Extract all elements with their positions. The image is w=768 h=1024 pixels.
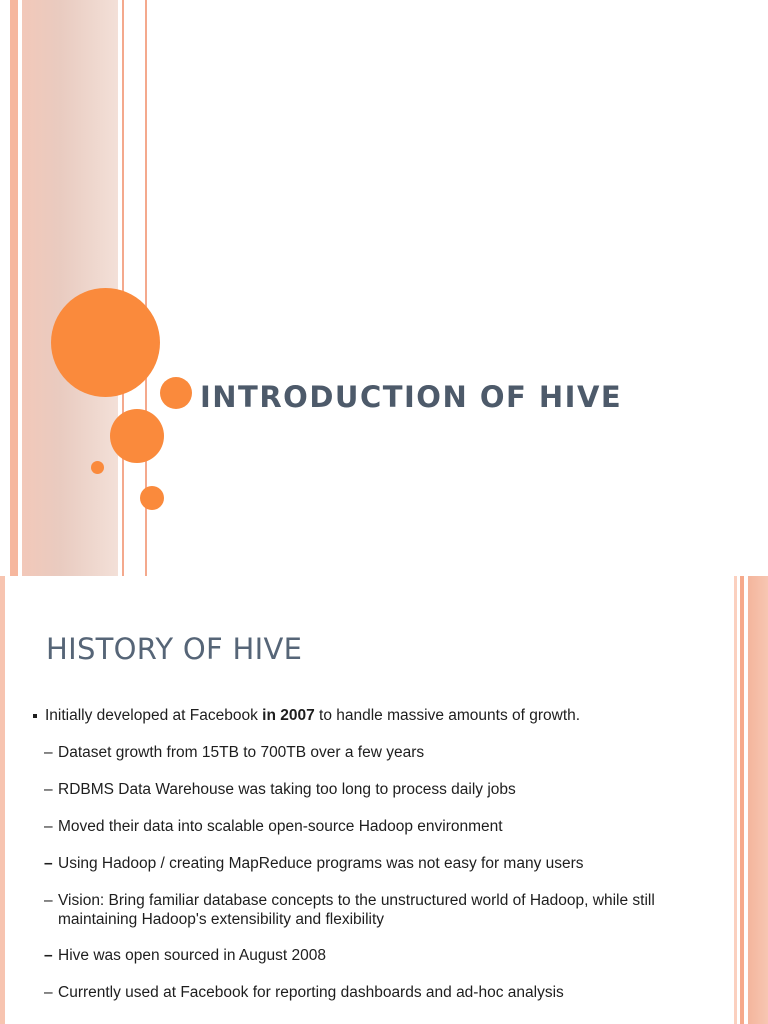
sub-bullet: – Using Hadoop / creating MapReduce programs was not easy for many users: [44, 855, 584, 872]
decorative-band: [748, 576, 768, 1024]
dash-bullet-icon: –: [44, 892, 53, 909]
sub-bullet: – RDBMS Data Warehouse was taking too long to process daily jobs: [44, 781, 516, 798]
decorative-line: [122, 0, 124, 576]
slide-edge: [0, 576, 5, 1024]
decorative-circle-medium: [110, 409, 164, 463]
sub-bullet: – Moved their data into scalable open-source Hadoop environment: [44, 818, 503, 835]
decorative-circle-small: [160, 377, 192, 409]
decorative-stripe: [740, 576, 744, 1024]
decorative-stripe: [10, 0, 18, 576]
dash-bullet-icon: –: [44, 984, 53, 1001]
dash-bullet-icon: –: [44, 781, 53, 798]
dash-bullet-icon: –: [44, 744, 53, 761]
sub-bullet: – Vision: Bring familiar database concepts to the unstructured world of Hadoop, while still maintaining Hadoop's extensibility and flexibility: [44, 892, 655, 928]
decorative-stripe: [734, 576, 737, 1024]
decorative-circle-large: [51, 288, 160, 397]
sub-bullet: – Hive was open sourced in August 2008: [44, 947, 326, 964]
decorative-circle-small: [140, 486, 164, 510]
decorative-circle-tiny: [91, 461, 104, 474]
dash-bullet-icon: –: [44, 855, 53, 872]
dash-bullet-icon: –: [44, 947, 53, 964]
slide-title: HISTORY OF HIVE: [46, 632, 303, 666]
slide-edge: [0, 0, 10, 576]
sub-bullet: – Dataset growth from 15TB to 700TB over a few years: [44, 744, 425, 761]
slide-title: INTRODUCTION OF HIVE: [200, 380, 623, 414]
dash-bullet-icon: –: [44, 818, 53, 835]
main-bullet-text: Initially developed at Facebook in 2007 to handle massive amounts of growth.: [45, 707, 581, 724]
bullet-list: [32, 706, 732, 1003]
sub-bullet: – Currently used at Facebook for reporting dashboards and ad-hoc analysis: [44, 984, 564, 1001]
content-slide: [0, 576, 768, 1024]
square-bullet-icon: [33, 714, 37, 718]
main-bullet: [32, 706, 732, 726]
